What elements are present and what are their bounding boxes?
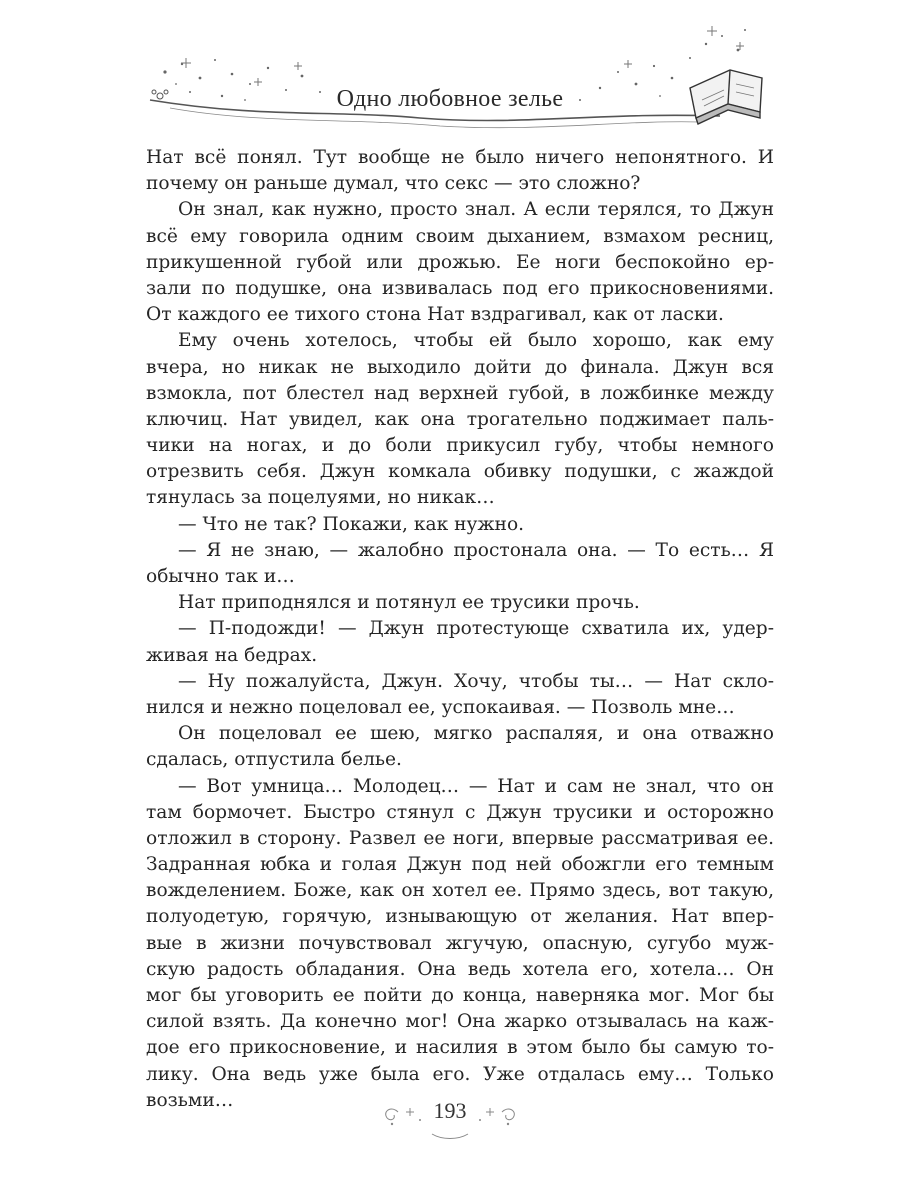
text-line: отложил в сторону. Развел ее ноги, впервые рассматривая ее. — [146, 827, 774, 849]
text-line: нился и нежно поцеловал ее, успокаивая. — Позволь мне… — [146, 696, 735, 718]
text-line: скую радость обладания. Она ведь хотела его, хотела… Он — [146, 958, 774, 980]
page-number: 193 — [433, 1098, 467, 1123]
running-title: Одно любовное зелье — [336, 86, 564, 112]
text-line: Он поцеловал ее шею, мягко распаляя, и она отважно — [178, 723, 774, 745]
text-line: мог бы уговорить ее пойти до конца, наверняка мог. Мог бы — [146, 985, 774, 1006]
text-line: отрезвить себя. Джун комкала обивку подушки, с жаждой — [146, 461, 774, 483]
text-line: сдалась, отпустила белье. — [146, 749, 402, 771]
header-ornament — [0, 0, 900, 150]
text-line: всё ему говорила одним своим дыханием, взмахом ресниц, — [146, 225, 774, 247]
text-line: почему он раньше думал, что секс — это сложно? — [146, 173, 641, 195]
text-line: — П-подожди! — Джун протестующе схватила их, удер- — [178, 618, 774, 640]
text-line: ключиц. Нат увидел, как она трогательно поджимает паль- — [146, 408, 774, 430]
text-line: Он знал, как нужно, просто знал. А если терялся, то Джун — [178, 199, 774, 221]
text-line: там бормочет. Быстро стянул с Джун трусики и осторожно — [146, 801, 774, 823]
text-line: Ему очень хотелось, чтобы ей было хорошо, как ему — [178, 330, 774, 352]
text-line: — Вот умница… Молодец… — Нат и сам не знал, что он — [178, 775, 774, 797]
text-line: вчера, но никак не выходило дойти до финала. Джун вся — [146, 356, 774, 378]
text-line: — Я не знаю, — жалобно простонала она. — То есть… Я — [178, 539, 774, 561]
text-line: полуодетую, горячую, изнывающую от желания. Нат впер- — [146, 906, 774, 928]
text-line: обычно так и… — [146, 566, 295, 587]
text-line: От каждого ее тихого стона Нат вздрагивал, как от ласки. — [146, 304, 724, 326]
text-line: Задранная юбка и голая Джун под ней обожгли его темным — [146, 854, 774, 876]
text-line: — Ну пожалуйста, Джун. Хочу, чтобы ты… — Нат скло- — [178, 670, 774, 692]
text-line: Нат приподнялся и потянул ее трусики прочь. — [178, 592, 640, 614]
text-line: Нат всё понял. Тут вообще не было ничего непонятного. И — [146, 147, 774, 168]
text-line: — Что не так? Покажи, как нужно. — [178, 513, 525, 535]
body-text — [146, 145, 774, 1114]
text-line: прикушенной губой или дрожью. Ее ноги беспокойно ер- — [146, 251, 774, 273]
text-line: чики на ногах, и до боли прикусил губу, чтобы немного — [146, 435, 774, 457]
text-line: взмокла, пот блестел над верхней губой, в ложбинке между — [146, 382, 774, 404]
page-header — [0, 0, 900, 150]
page-footer — [0, 1096, 900, 1146]
text-line: силой взять. Да конечно мог! Она жарко отзывалась на каж- — [146, 1011, 774, 1033]
text-line: дое его прикосновение, и насилия в этом было бы самую то- — [146, 1037, 774, 1059]
text-line: вожделением. Боже, как он хотел ее. Прямо здесь, вот такую, — [146, 880, 774, 902]
text-line: зали по подушке, она извивалась под его прикосновениями. — [146, 277, 774, 299]
text-line: лику. Она ведь уже была его. Уже отдалась ему… Только — [146, 1063, 774, 1085]
text-line: живая на бедрах. — [146, 644, 318, 666]
text-line: тянулась за поцелуями, но никак… — [146, 487, 495, 509]
text-line: возьми… — [146, 1089, 234, 1111]
text-line: вые в жизни почувствовал жгучую, опасную, сугубо муж- — [146, 932, 774, 954]
